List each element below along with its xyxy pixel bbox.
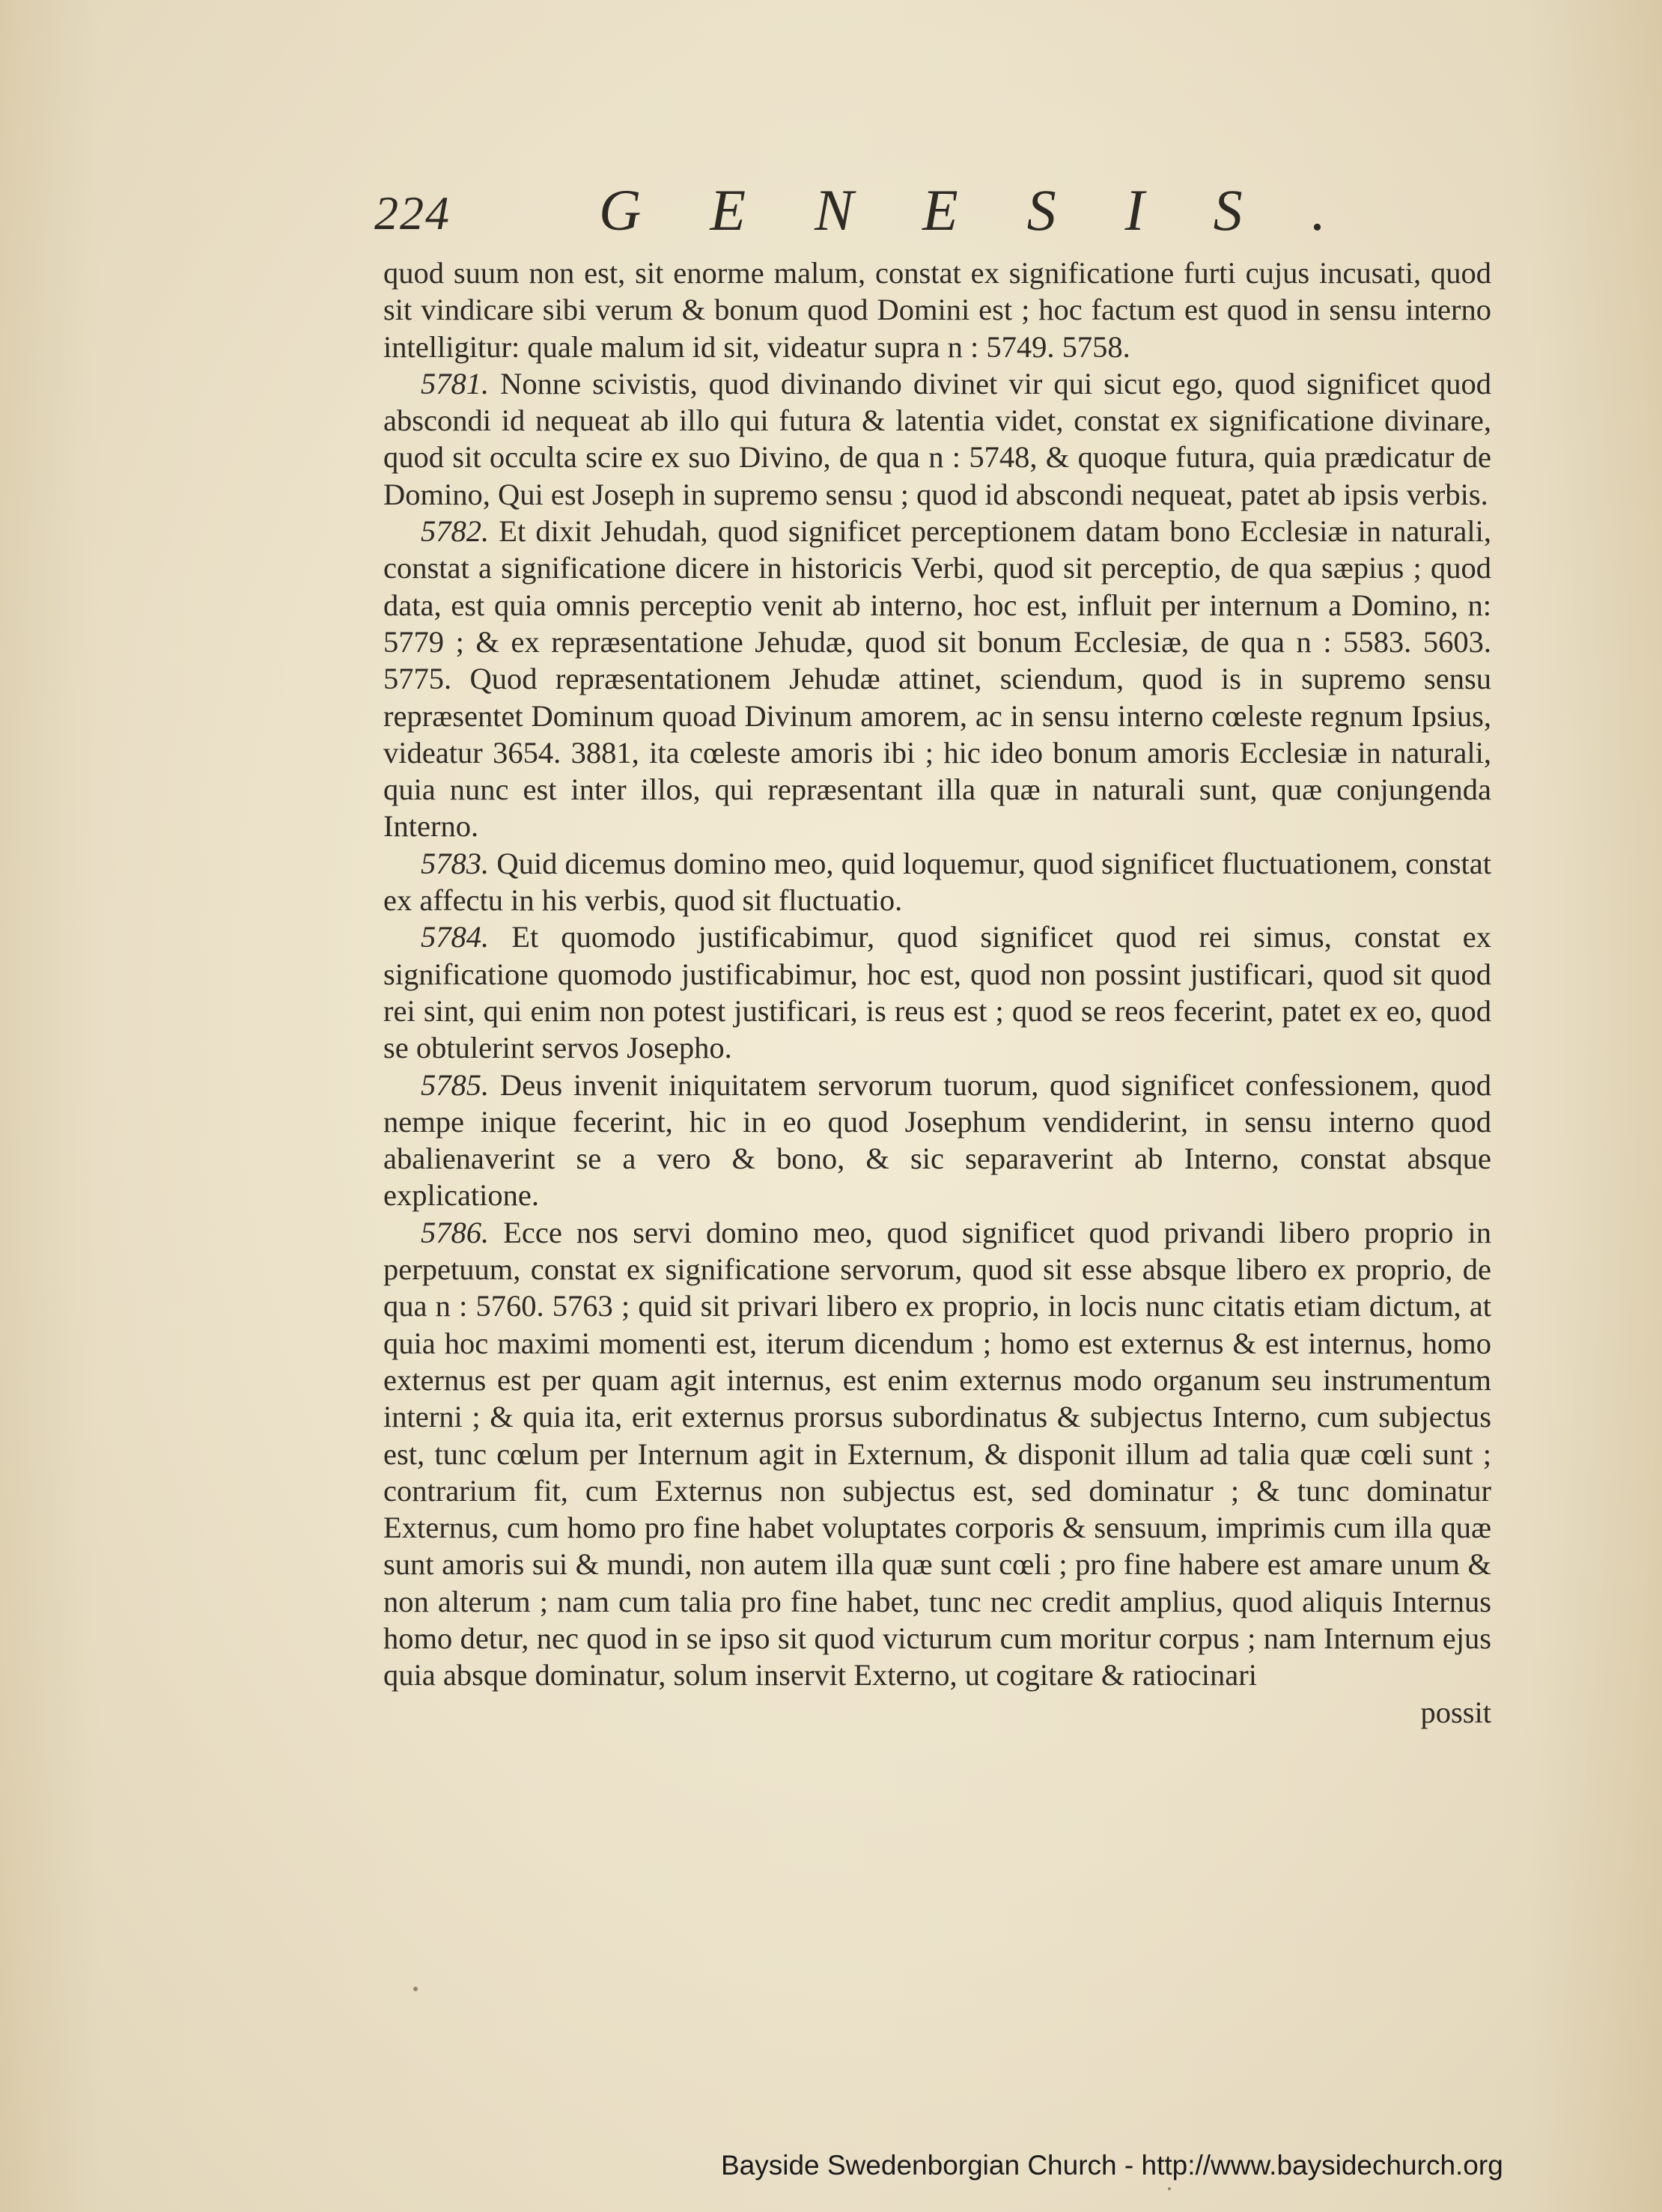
paragraph-number: 5786. bbox=[421, 1215, 490, 1249]
paragraph-text: Nonne scivistis, quod divinando divinet vir qui sicut ego, quod significet quod abscondi id nequeat ab illo qui futura & latentia videt, constat ex significatione divinare, quod sit occulta scire ex suo Divino, de qua n : 5748, & quoque futura, quia prædicatur de Domino, Qui est Joseph in supremo sensu ; quod id abscondi nequeat, patet ab ipsis verbis. bbox=[383, 366, 1491, 511]
paragraph-text: Deus invenit iniquitatem servorum tuorum, quod significet confessionem, quod nempe inique fecerint, hic in eo quod Josephum vendiderint, in sensu interno quod abalienaverint se a vero & bono, & sic separaverint ab Interno, constat absque explicatione. bbox=[383, 1067, 1491, 1213]
paragraph-5784 bbox=[383, 918, 1491, 1066]
paragraph-5786 bbox=[383, 1214, 1491, 1694]
paragraph-number: 5785. bbox=[421, 1067, 490, 1102]
footer-credit-link[interactable]: Bayside Swedenborgian Church - http://www.baysidechurch.org bbox=[721, 2150, 1503, 2181]
opening-paragraph: quod suum non est, sit enorme malum, constat ex significatione furti cujus incusati, quod sit vindicare sibi verum & bonum quod Domini est ; hoc factum est quod in sensu interno intelligitur: quale malum id sit, videatur supra n : 5749. 5758. bbox=[383, 256, 1491, 364]
paragraph-5781 bbox=[383, 365, 1491, 513]
page-number: 224 bbox=[374, 186, 451, 240]
paragraph-number: 5781. bbox=[421, 366, 490, 400]
paragraph-number: 5783. bbox=[421, 846, 490, 880]
paper-speck bbox=[1168, 2187, 1171, 2190]
paragraph-5782 bbox=[383, 513, 1491, 845]
catchword: possit bbox=[1420, 1695, 1491, 1729]
running-title: GENESIS. bbox=[599, 177, 1395, 243]
paragraph-text: Et dixit Jehudah, quod significet perceptionem datam bono Ecclesiæ in naturali, constat a significatione dicere in historicis Verbi, quod sit perceptio, de qua sæpius ; quod data, est quia omnis perceptio venit ab interno, hoc est, influit per internum a Domino, n: 5779 ; & ex repræsentatione Jehudæ, quod sit bonum Ecclesiæ, de qua n : 5583. 5603. 5775. Quod repræsentationem Jehudæ attinet, sciendum, quod is in supremo sensu repræsentet Dominum quoad Divinum amorem, ac in sensu interno cœleste regnum Ipsius, videatur 3654. 3881, ita cœleste amoris ibi ; hic ideo bonum amoris Ecclesiæ in naturali, quia nunc est inter illos, qui repræsentant illa quæ in naturali sunt, quæ conjungenda Interno. bbox=[383, 514, 1491, 844]
paragraph-text: Et quomodo justificabimur, quod significet quod rei simus, constat ex significatione quomodo justificabimur, hoc est, quod non possint justificari, quod sit quod rei sint, qui enim non potest justificari, is reus est ; quod se reos fecerint, patet ex eo, quod se obtulerint servos Josepho. bbox=[383, 920, 1491, 1065]
body-text bbox=[383, 255, 1491, 1731]
paragraph-5785 bbox=[383, 1067, 1491, 1214]
page-header bbox=[374, 171, 1395, 246]
paragraph-text: Ecce nos servi domino meo, quod significet quod privandi libero proprio in perpetuum, constat ex significatione servorum, quod sit esse absque libero ex proprio, de qua n : 5760. 5763 ; quid sit privari libero ex proprio, in locis nunc citatis etiam dictum, at quia hoc maximi momenti est, iterum dicendum ; homo est externus & est internus, homo externus est per quam agit internus, est enim externus modo organum seu instrumentum interni ; & quia ita, erit externus prorsus subordinatus & subjectus Interno, cum subjectus est, tunc cœlum per Internum agit in Externum, & disponit illum ad talia quæ cœli sunt ; contrarium fit, cum Externus non subjectus est, sed dominatur ; & tunc dominatur Externus, cum homo pro fine habet voluptates corporis & sensuum, imprimis cum illa quæ sunt amoris sui & mundi, non autem illa quæ sunt cœli ; pro fine habere est amare unum & non alterum ; nam cum talia pro fine habet, tunc nec credit amplius, quod aliquis Internus homo detur, nec quod in se ipso sit quod victurum cum moritur corpus ; nam Internum ejus quia absque dominatur, solum inservit Externo, ut cogitare & ratiocinari bbox=[383, 1215, 1491, 1692]
paragraph-number: 5784. bbox=[421, 920, 490, 954]
paragraph-5783 bbox=[383, 845, 1491, 919]
paragraph-number: 5782. bbox=[421, 514, 490, 549]
paper-speck bbox=[413, 1987, 418, 1991]
paragraph-text: Quid dicemus domino meo, quid loquemur, quod significet fluctuationem, constat ex affectu in his verbis, quod sit fluctuatio. bbox=[383, 846, 1491, 918]
